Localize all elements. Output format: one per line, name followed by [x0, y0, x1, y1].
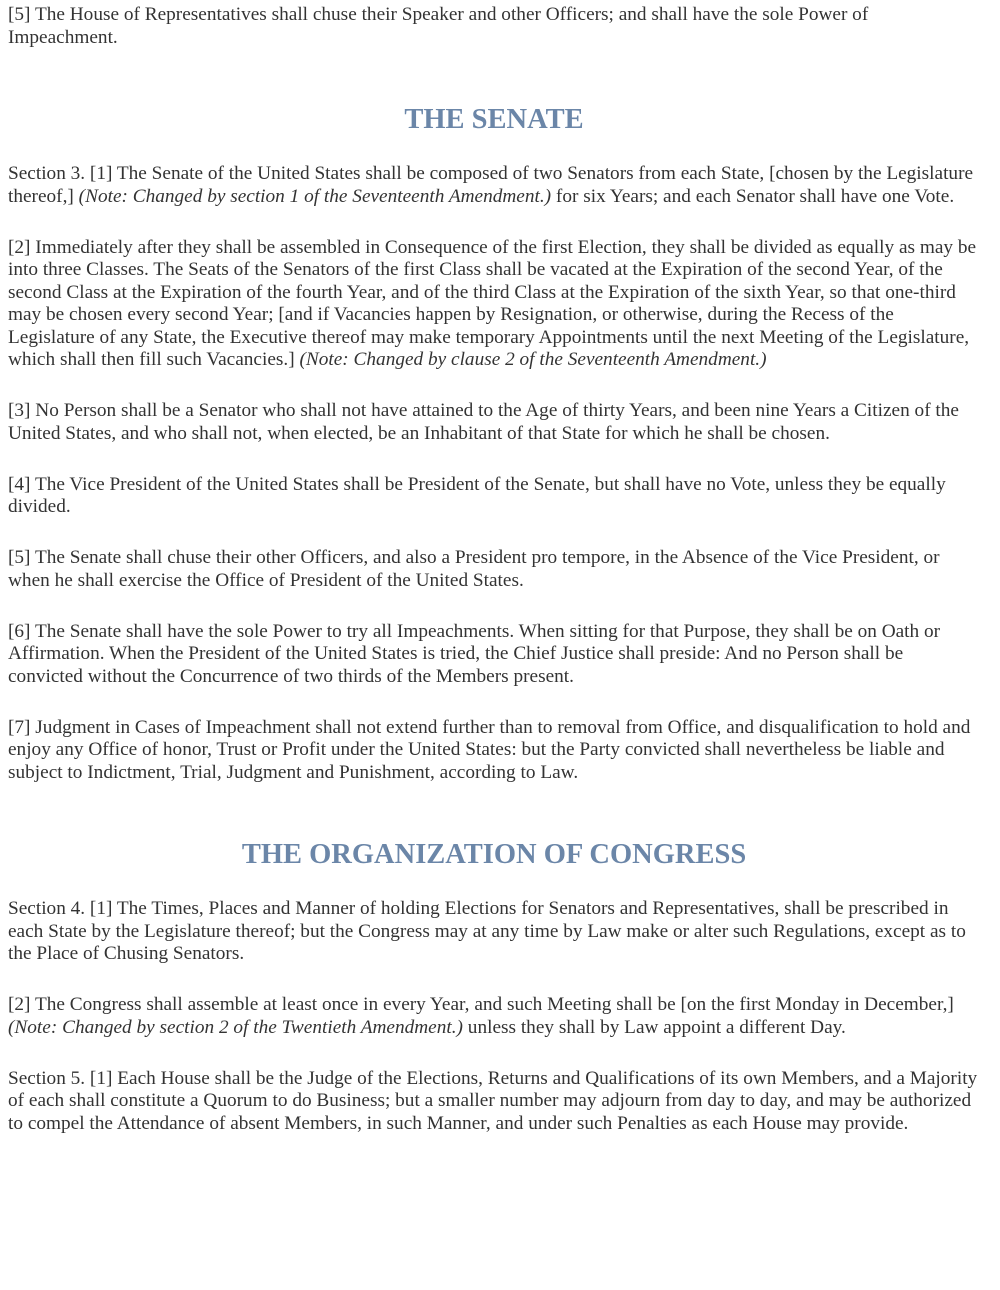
section-3-clause-1-text-end: for six Years; and each Senator shall have one Vote.: [551, 185, 955, 207]
section-3-clause-3: [3] No Person shall be a Senator who shall not have attained to the Age of thirty Years, and been nine Years a Citizen of the United States, and who shall not, when elected, be an Inhabitant of that State for which he shall be chosen.: [8, 400, 959, 444]
amendment-note: (Note: Changed by section 1 of the Seventeenth Amendment.): [78, 185, 552, 207]
senate-heading: THE SENATE: [404, 104, 584, 135]
section-4-clause-2-text-end: unless they shall by Law appoint a different Day.: [462, 1016, 846, 1038]
section-3-clause-2: [8, 237, 980, 372]
section-3-clause-4: [4] The Vice President of the United States shall be President of the Senate, but shall have no Vote, unless they be equally divided.: [8, 473, 946, 517]
section-4-clause-2-text: [2] The Congress shall assemble at least once in every Year, and such Meeting shall be [on the first Monday in December,]: [8, 994, 954, 1015]
section-3-clause-7: [7] Judgment in Cases of Impeachment shall not extend further than to removal from Office, and disqualification to hold and enjoy any Office of honor, Trust or Profit under the United States: but the Party convicted shall nevertheless be liable and subject to Indictment, Trial, Judgment and Punishment, according to Law.: [8, 716, 971, 783]
amendment-note: (Note: Changed by section 2 of the Twentieth Amendment.): [8, 1016, 463, 1038]
section-3-clause-5: [5] The Senate shall chuse their other Officers, and also a President pro tempore, in the Absence of the Vice President, or when he shall exercise the Office of President of the United States.: [8, 547, 940, 591]
section-3-clause-2-text: [2] Immediately after they shall be assembled in Consequence of the first Election, they shall be divided as equally as may be into three Classes. The Seats of the Senators of the first Class shall be vacated at the Expiration of the second Year, of the second Class at the Expiration of the fourth Year, and of the third Class at the Expiration of the sixth Year, so that one-third may be chosen every second Year; [and if Vacancies happen by Resignation, or otherwise, during the Recess of the Legislature of any State, the Executive thereof may make temporary Appointments until the next Meeting of the Legislature, which shall then fill such Vacancies.]: [8, 236, 977, 370]
section-4-clause-2: [8, 994, 980, 1039]
section-3-clause-1: [8, 163, 980, 208]
section-3-clause-1-text: Section 3. [1] The Senate of the United States shall be composed of two Senators from each State, [chosen by the Legislature thereof,]: [8, 163, 974, 207]
section-4-clause-1: Section 4. [1] The Times, Places and Manner of holding Elections for Senators and Representatives, shall be prescribed in each State by the Legislature thereof; but the Congress may at any time by Law make or alter such Regulations, except as to the Place of Chusing Senators.: [8, 898, 966, 964]
section-3-clause-6: [6] The Senate shall have the sole Power to try all Impeachments. When sitting for that Purpose, they shall be on Oath or Affirmation. When the President of the United States is tried, the Chief Justice shall preside: And no Person shall be convicted without the Concurrence of two thirds of the Members present.: [8, 620, 941, 687]
section-5-clause-1: Section 5. [1] Each House shall be the Judge of the Elections, Returns and Qualifications of its own Members, and a Majority of each shall constitute a Quorum to do Business; but a smaller number may adjourn from day to day, and may be authorized to compel the Attendance of absent Members, in such Manner, and under such Penalties as each House may provide.: [8, 1067, 978, 1134]
congress-heading: THE ORGANIZATION OF CONGRESS: [241, 839, 747, 870]
document-body: [8, 4, 980, 1135]
amendment-note: (Note: Changed by clause 2 of the Seventeenth Amendment.): [299, 349, 767, 370]
clause-house-speaker: [5] The House of Representatives shall chuse their Speaker and other Officers; and shall have the sole Power of Impeachment.: [8, 4, 869, 48]
